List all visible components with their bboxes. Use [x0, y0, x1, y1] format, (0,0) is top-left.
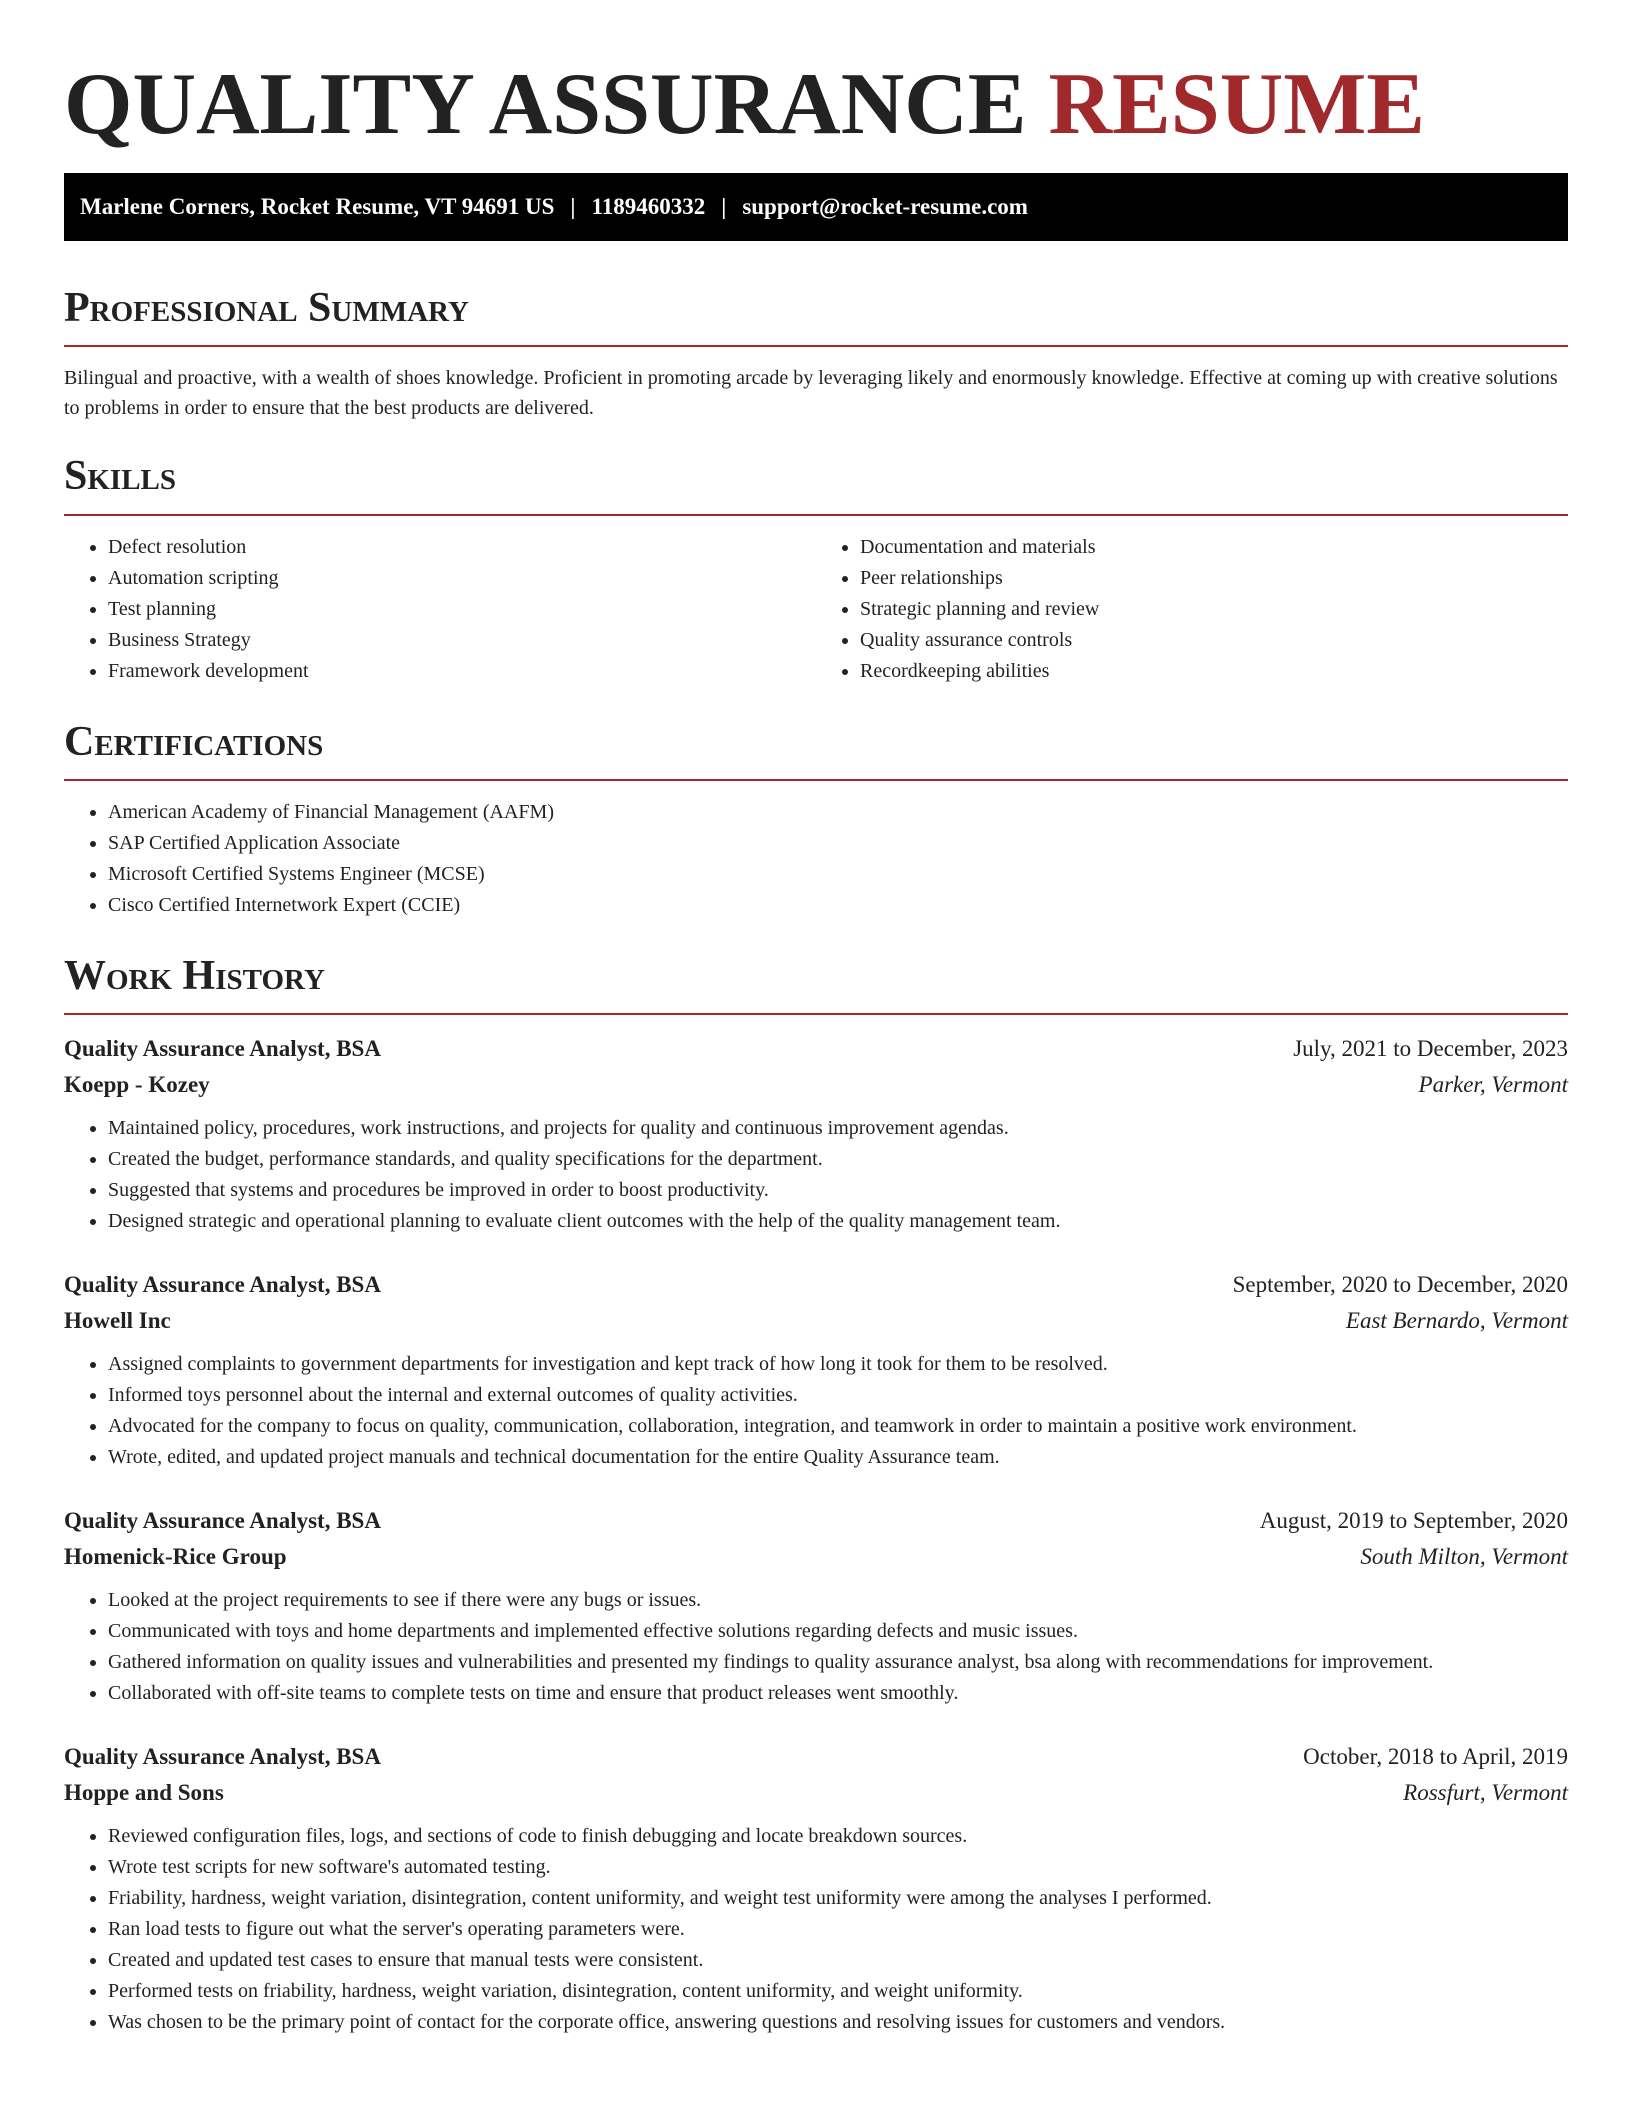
- job-bullets: [64, 1113, 1568, 1237]
- job-bullet: • Created and updated test cases to ensure that manual tests were consistent.: [108, 1945, 1568, 1976]
- job-company: Koepp - Kozey: [64, 1071, 210, 1097]
- certifications-list: [64, 797, 1568, 921]
- job-bullet: • Reviewed configuration files, logs, and sections of code to finish debugging and locate breakdown sources.: [108, 1821, 1568, 1852]
- section-divider: [64, 779, 1568, 781]
- certification-item: • SAP Certified Application Associate: [108, 828, 1568, 859]
- job-location: East Bernardo, Vermont: [1345, 1307, 1568, 1333]
- skills-list-right: [816, 532, 1568, 687]
- section-divider: [64, 345, 1568, 347]
- job-bullet: • Wrote test scripts for new software's automated testing.: [108, 1852, 1568, 1883]
- skill-item: • Defect resolution: [108, 532, 816, 563]
- job-location: Parker, Vermont: [1418, 1071, 1568, 1097]
- job-bullet: • Looked at the project requirements to see if there were any bugs or issues.: [108, 1585, 1568, 1616]
- job-bullet: • Assigned complaints to government departments for investigation and kept track of how long it took for them to be resolved.: [108, 1349, 1568, 1380]
- job-entry: [64, 1503, 1568, 1709]
- certification-item: • Microsoft Certified Systems Engineer (MCSE): [108, 859, 1568, 890]
- job-bullet: • Designed strategic and operational planning to evaluate client outcomes with the help of the quality management team.: [108, 1206, 1568, 1237]
- contact-separator: |: [570, 194, 576, 220]
- skill-item: • Strategic planning and review: [860, 594, 1568, 625]
- skill-item: • Quality assurance controls: [860, 625, 1568, 656]
- job-title: Quality Assurance Analyst, BSA: [64, 1271, 381, 1297]
- job-company: Howell Inc: [64, 1307, 171, 1333]
- job-dates: October, 2018 to April, 2019: [1303, 1743, 1568, 1769]
- job-company: Hoppe and Sons: [64, 1779, 224, 1805]
- section-title-skills: Skills: [64, 453, 177, 500]
- job-bullet: • Suggested that systems and procedures be improved in order to boost productivity.: [108, 1175, 1568, 1206]
- job-bullets: [64, 1349, 1568, 1473]
- certification-item: • American Academy of Financial Management (AAFM): [108, 797, 1568, 828]
- job-bullets: [64, 1585, 1568, 1709]
- summary-section: [64, 285, 1568, 423]
- job-entry: [64, 1739, 1568, 2038]
- job-bullet: • Ran load tests to figure out what the server's operating parameters were.: [108, 1914, 1568, 1945]
- job-bullet: • Gathered information on quality issues and vulnerabilities and presented my findings to quality assurance analyst, bsa along with recommendations for improvement.: [108, 1647, 1568, 1678]
- job-bullet: • Communicated with toys and home departments and implemented effective solutions regarding defects and music issues.: [108, 1616, 1568, 1647]
- job-bullet: • Informed toys personnel about the internal and external outcomes of quality activities.: [108, 1380, 1568, 1411]
- contact-address: Marlene Corners, Rocket Resume, VT 94691 US: [80, 194, 555, 220]
- job-dates: August, 2019 to September, 2020: [1259, 1507, 1568, 1533]
- job-location: South Milton, Vermont: [1360, 1543, 1568, 1569]
- job-entry: [64, 1031, 1568, 1237]
- job-bullet: • Friability, hardness, weight variation, disintegration, content uniformity, and weight test uniformity were among the analyses I performed.: [108, 1883, 1568, 1914]
- contact-separator: |: [721, 194, 727, 220]
- job-bullet: • Maintained policy, procedures, work instructions, and projects for quality and continuous improvement agendas.: [108, 1113, 1568, 1144]
- job-title: Quality Assurance Analyst, BSA: [64, 1743, 381, 1769]
- job-bullet: • Advocated for the company to focus on quality, communication, collaboration, integration, and teamwork in order to maintain a positive work environment.: [108, 1411, 1568, 1442]
- skill-item: • Documentation and materials: [860, 532, 1568, 563]
- resume-title: [64, 54, 1568, 155]
- job-dates: July, 2021 to December, 2023: [1293, 1035, 1568, 1061]
- resume-title-main: QUALITY ASSURANCE: [64, 56, 1027, 153]
- certifications-section: [64, 719, 1568, 921]
- contact-email: support@rocket-resume.com: [742, 194, 1028, 220]
- job-bullet: • Performed tests on friability, hardness, weight variation, disintegration, content uniformity, and weight uniformity.: [108, 1976, 1568, 2007]
- skills-columns: [64, 532, 1568, 687]
- job-company: Homenick-Rice Group: [64, 1543, 287, 1569]
- skill-item: • Peer relationships: [860, 563, 1568, 594]
- summary-text: Bilingual and proactive, with a wealth of shoes knowledge. Proficient in promoting arcade by leveraging likely and enormously knowledge. Effective at coming up with creative solutions to problems in order to ensure that the best products are delivered.: [64, 367, 1558, 420]
- section-title-summary: Professional Summary: [64, 285, 469, 332]
- job-title: Quality Assurance Analyst, BSA: [64, 1507, 381, 1533]
- section-divider: [64, 1013, 1568, 1015]
- contact-bar: [64, 173, 1568, 241]
- resume-title-accent: RESUME: [1048, 56, 1425, 153]
- job-dates: September, 2020 to December, 2020: [1232, 1271, 1568, 1297]
- job-bullets: [64, 1821, 1568, 2038]
- job-entry: [64, 1267, 1568, 1473]
- skills-list-left: [64, 532, 816, 687]
- skills-section: [64, 453, 1568, 686]
- work-history-section: [64, 953, 1568, 2038]
- skill-item: • Framework development: [108, 656, 816, 687]
- job-location: Rossfurt, Vermont: [1403, 1779, 1568, 1805]
- section-title-certifications: Certifications: [64, 718, 324, 765]
- section-title-work-history: Work History: [64, 952, 325, 999]
- contact-phone: 1189460332: [591, 194, 706, 220]
- job-title: Quality Assurance Analyst, BSA: [64, 1035, 381, 1061]
- skill-item: • Automation scripting: [108, 563, 816, 594]
- job-bullet: • Collaborated with off-site teams to complete tests on time and ensure that product releases went smoothly.: [108, 1678, 1568, 1709]
- skill-item: • Recordkeeping abilities: [860, 656, 1568, 687]
- job-bullet: • Created the budget, performance standards, and quality specifications for the department.: [108, 1144, 1568, 1175]
- skill-item: • Test planning: [108, 594, 816, 625]
- section-divider: [64, 514, 1568, 516]
- certification-item: • Cisco Certified Internetwork Expert (CCIE): [108, 890, 1568, 921]
- skill-item: • Business Strategy: [108, 625, 816, 656]
- job-bullet: • Was chosen to be the primary point of contact for the corporate office, answering questions and resolving issues for customers and vendors.: [108, 2007, 1568, 2038]
- job-bullet: • Wrote, edited, and updated project manuals and technical documentation for the entire Quality Assurance team.: [108, 1442, 1568, 1473]
